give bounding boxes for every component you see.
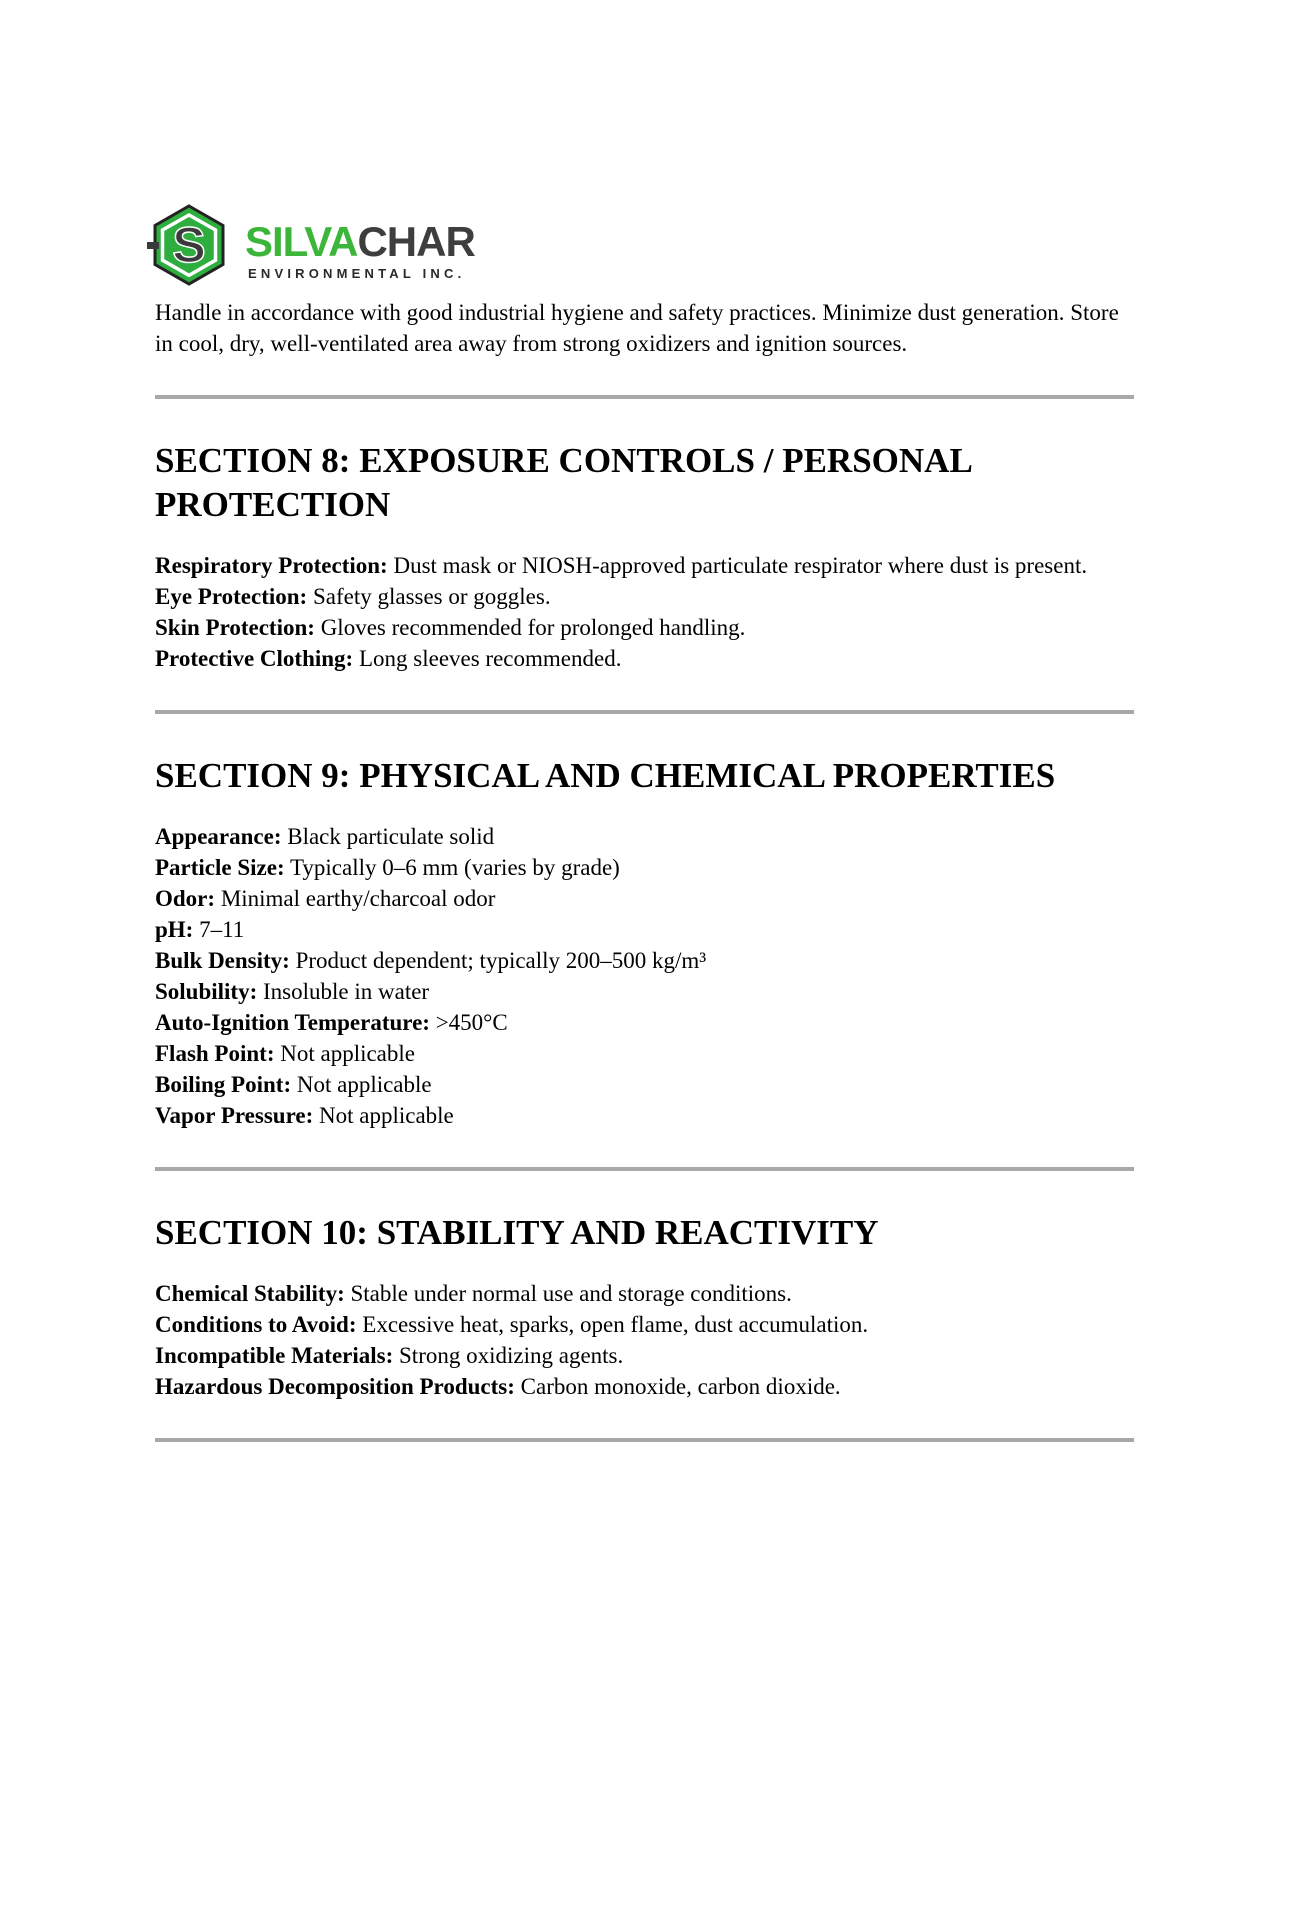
brand-name-char: CHAR	[357, 218, 475, 265]
property-label: Odor:	[155, 886, 216, 911]
property-value: Gloves recommended for prolonged handling.	[320, 615, 746, 640]
section-10-properties	[155, 1278, 1134, 1402]
property-value: Not applicable	[280, 1041, 415, 1066]
property-label: Flash Point:	[155, 1041, 275, 1066]
property-label: Conditions to Avoid:	[155, 1312, 357, 1337]
property-value: Minimal earthy/charcoal odor	[220, 886, 496, 911]
property-line-particle-size	[155, 852, 1134, 883]
property-line-respiratory-protection	[155, 550, 1134, 581]
property-value: Product dependent; typically 200–500 kg/m³	[295, 948, 707, 973]
property-value: Carbon monoxide, carbon dioxide.	[520, 1374, 841, 1399]
property-line-flash-point	[155, 1038, 1134, 1069]
section-divider	[155, 395, 1134, 399]
handling-storage-paragraph: Handle in accordance with good industrial hygiene and safety practices. Minimize dust generation. Store in cool, dry, well-ventilated area away from strong oxidizers and ignition sources.	[155, 300, 1119, 356]
property-label: Appearance:	[155, 824, 282, 849]
property-value: Insoluble in water	[263, 979, 430, 1004]
property-label: Incompatible Materials:	[155, 1343, 394, 1368]
brand-name	[245, 218, 475, 265]
section-divider	[155, 1438, 1134, 1442]
property-label: Particle Size:	[155, 855, 285, 880]
property-label: Eye Protection:	[155, 584, 308, 609]
property-line-eye-protection	[155, 581, 1134, 612]
section-divider	[155, 710, 1134, 714]
property-line-conditions-to-avoid	[155, 1309, 1134, 1340]
silvachar-logo	[155, 193, 1134, 289]
property-line-protective-clothing	[155, 643, 1134, 674]
property-value: Not applicable	[296, 1072, 432, 1097]
property-label: Boiling Point:	[155, 1072, 292, 1097]
property-line-boiling-point	[155, 1069, 1134, 1100]
property-label: Skin Protection:	[155, 615, 315, 640]
section-9-heading: SECTION 9: PHYSICAL AND CHEMICAL PROPERTIES	[155, 756, 1056, 795]
property-value: Long sleeves recommended.	[358, 646, 622, 671]
property-value: Safety glasses or goggles.	[312, 584, 551, 609]
property-label: Vapor Pressure:	[155, 1103, 314, 1128]
section-divider	[155, 1167, 1134, 1171]
property-line-auto-ignition-temperature	[155, 1007, 1134, 1038]
property-line-bulk-density	[155, 945, 1134, 976]
property-value: Black particulate solid	[287, 824, 495, 849]
svg-text:S: S	[172, 217, 206, 273]
property-label: Auto-Ignition Temperature:	[155, 1010, 430, 1035]
property-value: 7–11	[199, 917, 245, 942]
brand-subtitle: ENVIRONMENTAL INC.	[248, 266, 466, 281]
property-line-vapor-pressure	[155, 1100, 1134, 1131]
property-label: pH:	[155, 917, 194, 942]
property-line-incompatible-materials	[155, 1340, 1134, 1371]
property-value: >450°C	[435, 1010, 508, 1035]
section-8-properties	[155, 550, 1134, 674]
property-line-ph	[155, 914, 1134, 945]
section-10-heading: SECTION 10: STABILITY AND REACTIVITY	[155, 1213, 879, 1252]
property-value: Strong oxidizing agents.	[399, 1343, 624, 1368]
property-line-chemical-stability	[155, 1278, 1134, 1309]
property-line-odor	[155, 883, 1134, 914]
section-8-heading: SECTION 8: EXPOSURE CONTROLS / PERSONAL PROTECTION	[155, 441, 971, 524]
property-line-solubility	[155, 976, 1134, 1007]
property-line-skin-protection	[155, 612, 1134, 643]
property-value: Typically 0–6 mm (varies by grade)	[289, 855, 620, 880]
silvachar-hexagon-s-icon	[147, 203, 231, 287]
property-label: Respiratory Protection:	[155, 553, 388, 578]
property-value: Stable under normal use and storage conditions.	[350, 1281, 792, 1306]
brand-name-silva: SILVA	[245, 218, 358, 265]
property-label: Chemical Stability:	[155, 1281, 345, 1306]
property-label: Protective Clothing:	[155, 646, 354, 671]
property-label: Hazardous Decomposition Products:	[155, 1374, 515, 1399]
property-label: Bulk Density:	[155, 948, 290, 973]
property-value: Not applicable	[319, 1103, 454, 1128]
property-value: Dust mask or NIOSH-approved particulate respirator where dust is present.	[393, 553, 1088, 578]
property-value: Excessive heat, sparks, open flame, dust accumulation.	[362, 1312, 869, 1337]
section-9-properties	[155, 821, 1134, 1131]
property-line-hazardous-decomposition-products	[155, 1371, 1134, 1402]
logo-text	[231, 193, 475, 281]
property-line-appearance	[155, 821, 1134, 852]
property-label: Solubility:	[155, 979, 258, 1004]
